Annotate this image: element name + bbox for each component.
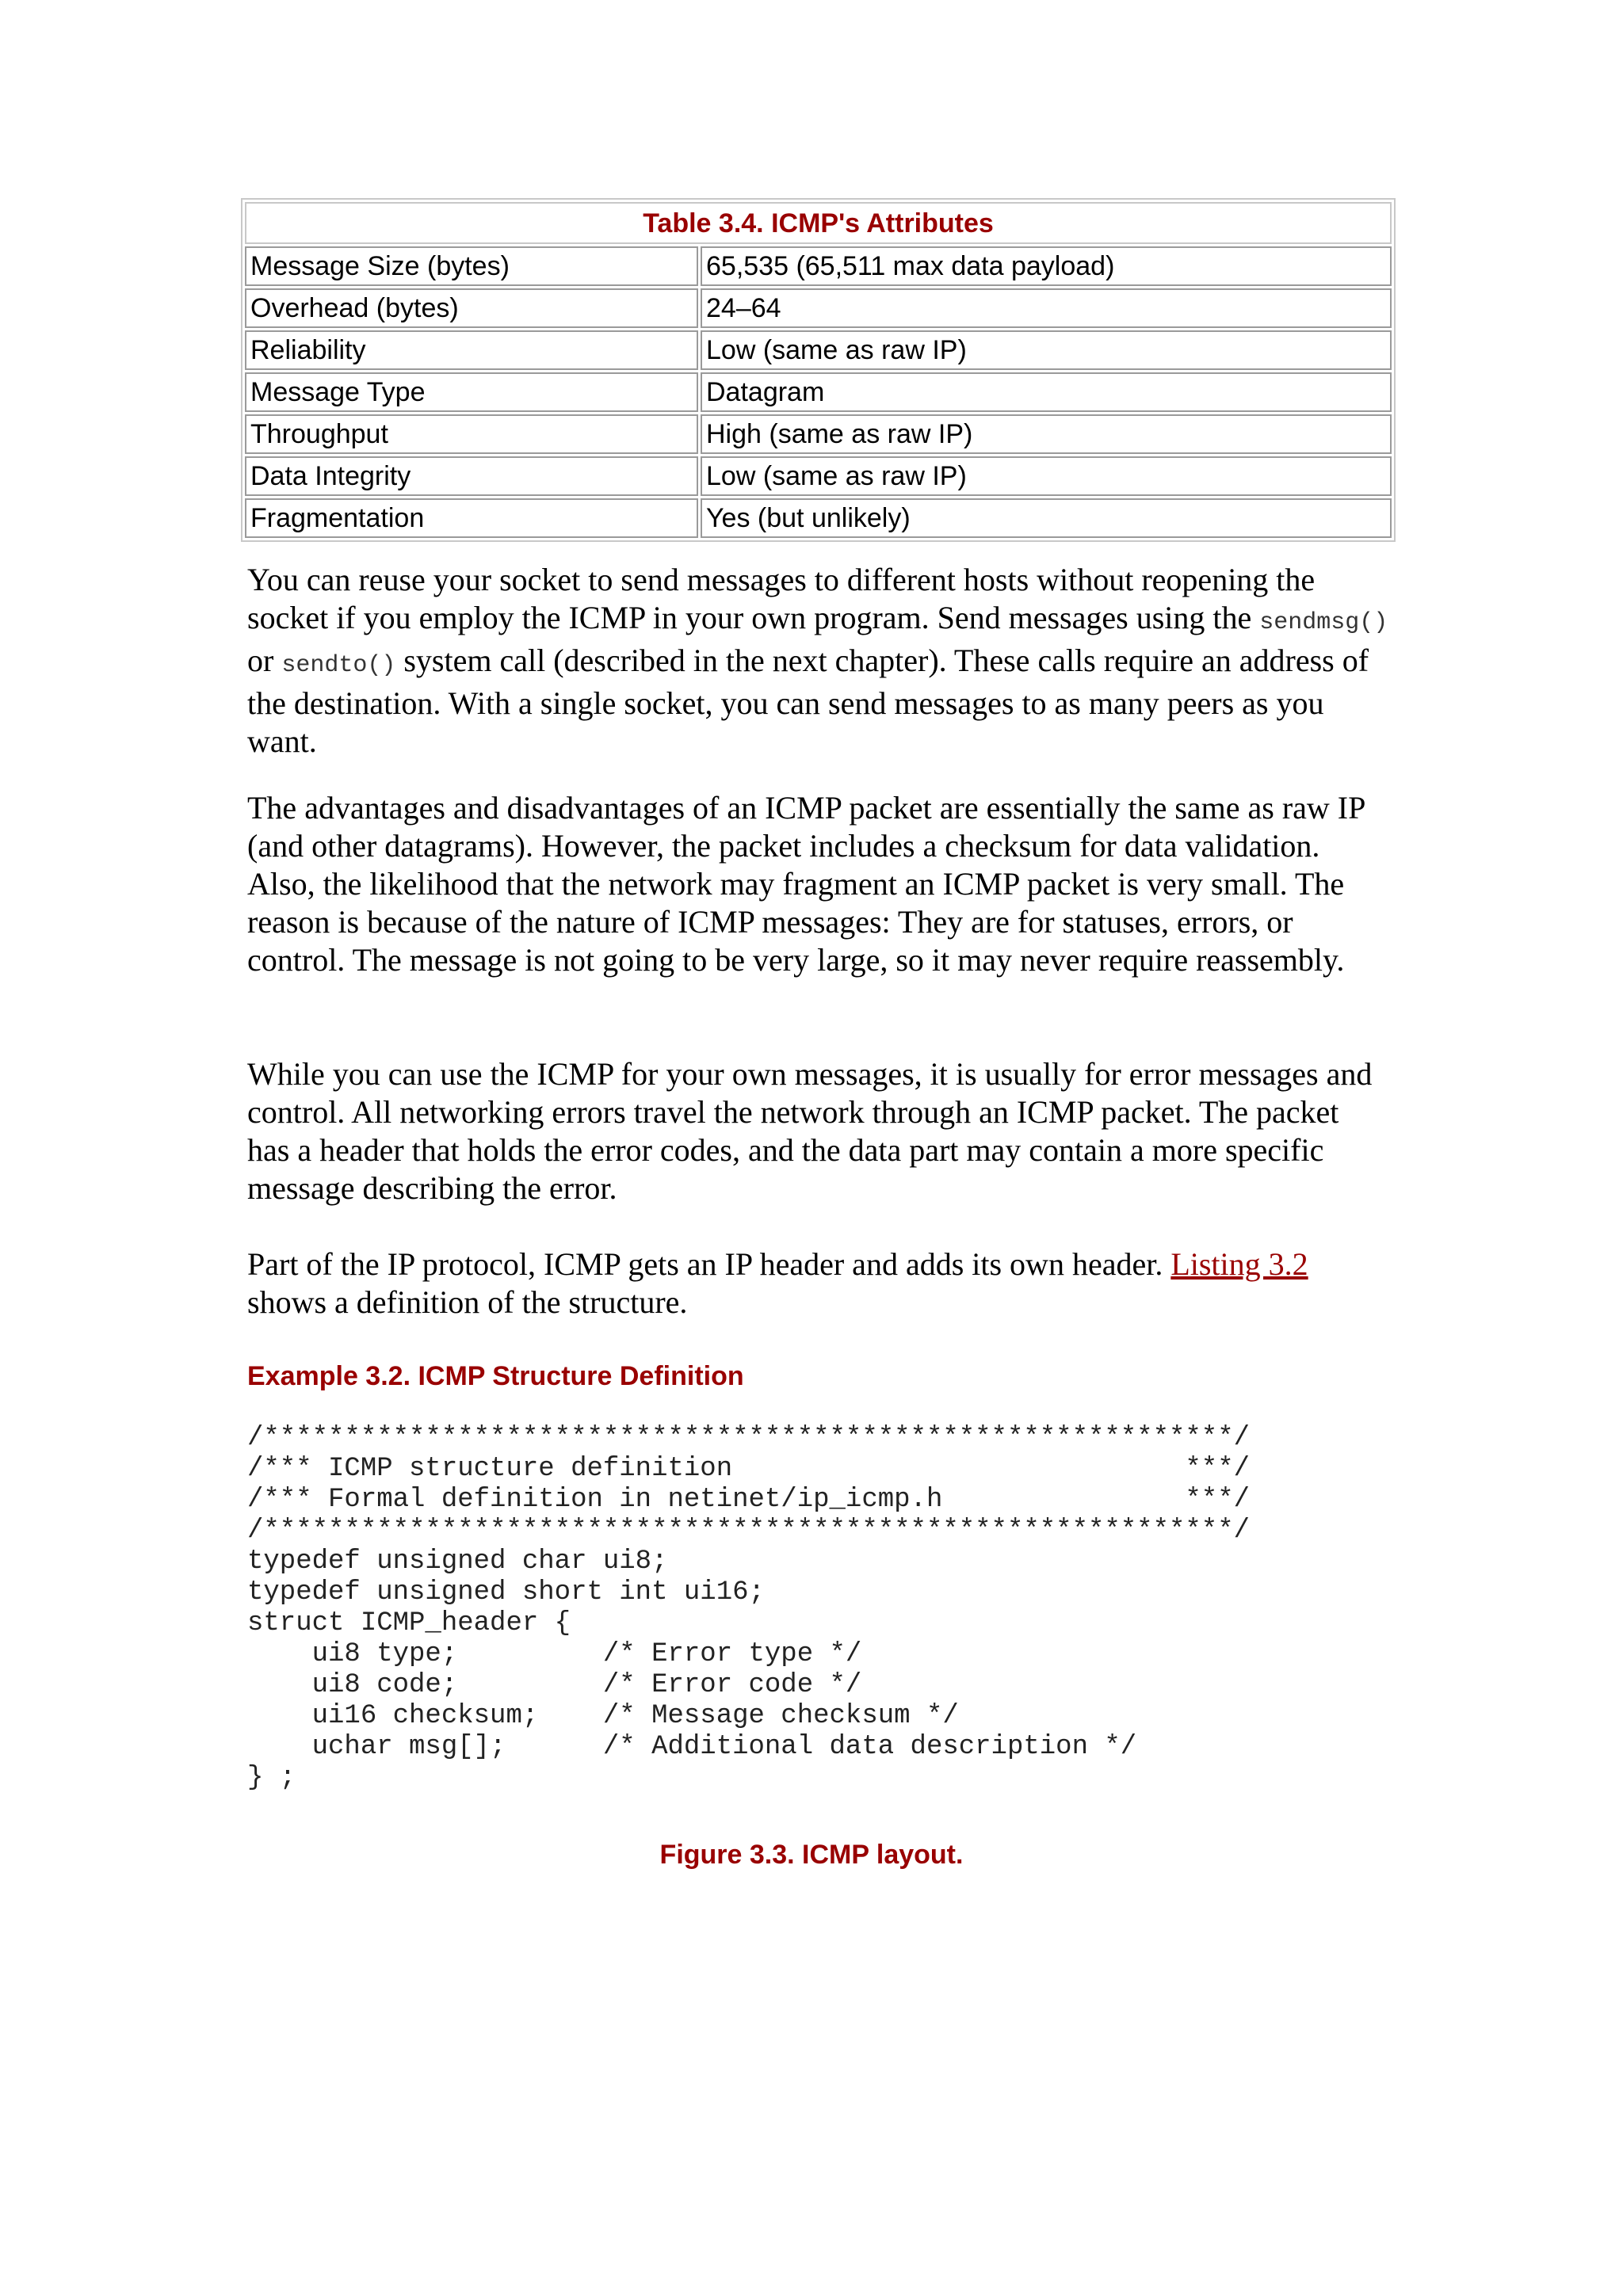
paragraph-text: Part of the IP protocol, ICMP gets an IP header and adds its own header.	[247, 1246, 1171, 1282]
attribute-name: Overhead (bytes)	[245, 288, 698, 328]
code-listing: /************************************************************/ /*** ICMP structure definition ***/ /*** Formal definition in netinet/ip_icmp.h ***/ /************************************************************/ typedef unsigned char ui8; typedef unsigned short int ui16; struct ICMP_header { ui8 type; /* Error type */ ui8 code; /* Error code */ ui16 checksum; /* Message checksum */ uchar msg[]; /* Additional data description */ } ;	[247, 1423, 1251, 1793]
figure-caption: Figure 3.3. ICMP layout.	[659, 1840, 964, 1870]
paragraph-text: You can reuse your socket to send messages to different hosts without reopening the socket if you employ the ICMP in your own program. Send messages using the	[247, 562, 1316, 635]
table-row	[245, 372, 1392, 412]
table-row	[245, 330, 1392, 370]
attribute-value: 24–64	[701, 288, 1392, 328]
attribute-name: Message Size (bytes)	[245, 246, 698, 286]
attribute-name: Message Type	[245, 372, 698, 412]
attribute-value: 65,535 (65,511 max data payload)	[701, 246, 1392, 286]
code-sendto: sendto()	[281, 652, 396, 679]
table-caption: Table 3.4. ICMP's Attributes	[245, 202, 1392, 244]
table-row	[245, 456, 1392, 496]
paragraph-ip-header	[247, 1245, 1388, 1322]
attribute-value: High (same as raw IP)	[701, 414, 1392, 454]
attribute-name: Fragmentation	[245, 498, 698, 538]
paragraph-socket-reuse	[247, 561, 1388, 761]
attribute-value: Low (same as raw IP)	[701, 330, 1392, 370]
table-row	[245, 288, 1392, 328]
attribute-value: Datagram	[701, 372, 1392, 412]
table-body	[245, 246, 1392, 538]
attribute-value: Yes (but unlikely)	[701, 498, 1392, 538]
paragraph-text: system call (described in the next chapter). These calls require an address of the destination. With a single socket, you can send messages to as many peers as you want.	[247, 643, 1369, 759]
attribute-value: Low (same as raw IP)	[701, 456, 1392, 496]
attribute-name: Reliability	[245, 330, 698, 370]
listing-link[interactable]: Listing 3.2	[1170, 1246, 1308, 1282]
paragraph-text: or	[247, 643, 282, 678]
paragraph-error-messages: While you can use the ICMP for your own messages, it is usually for error messages and control. All networking errors travel the network through an ICMP packet. The packet has a header that holds the error codes, and the data part may contain a more specific message describing the error.	[247, 1056, 1373, 1206]
example-heading: Example 3.2. ICMP Structure Definition	[247, 1361, 744, 1391]
table-row	[245, 414, 1392, 454]
attribute-name: Throughput	[245, 414, 698, 454]
paragraph-text: shows a definition of the structure.	[247, 1284, 688, 1320]
table-row	[245, 498, 1392, 538]
icmp-attributes-table	[241, 198, 1396, 542]
code-sendmsg: sendmsg()	[1259, 609, 1388, 636]
paragraph-advantages: The advantages and disadvantages of an ICMP packet are essentially the same as raw IP (and other datagrams). However, the packet includes a checksum for data validation. Also, the likelihood that the network may fragment an ICMP packet is very small. The reason is because of the nature of ICMP messages: They are for statuses, errors, or control. The message is not going to be very large, so it may never require reassembly.	[247, 790, 1365, 978]
table-row	[245, 246, 1392, 286]
attribute-name: Data Integrity	[245, 456, 698, 496]
